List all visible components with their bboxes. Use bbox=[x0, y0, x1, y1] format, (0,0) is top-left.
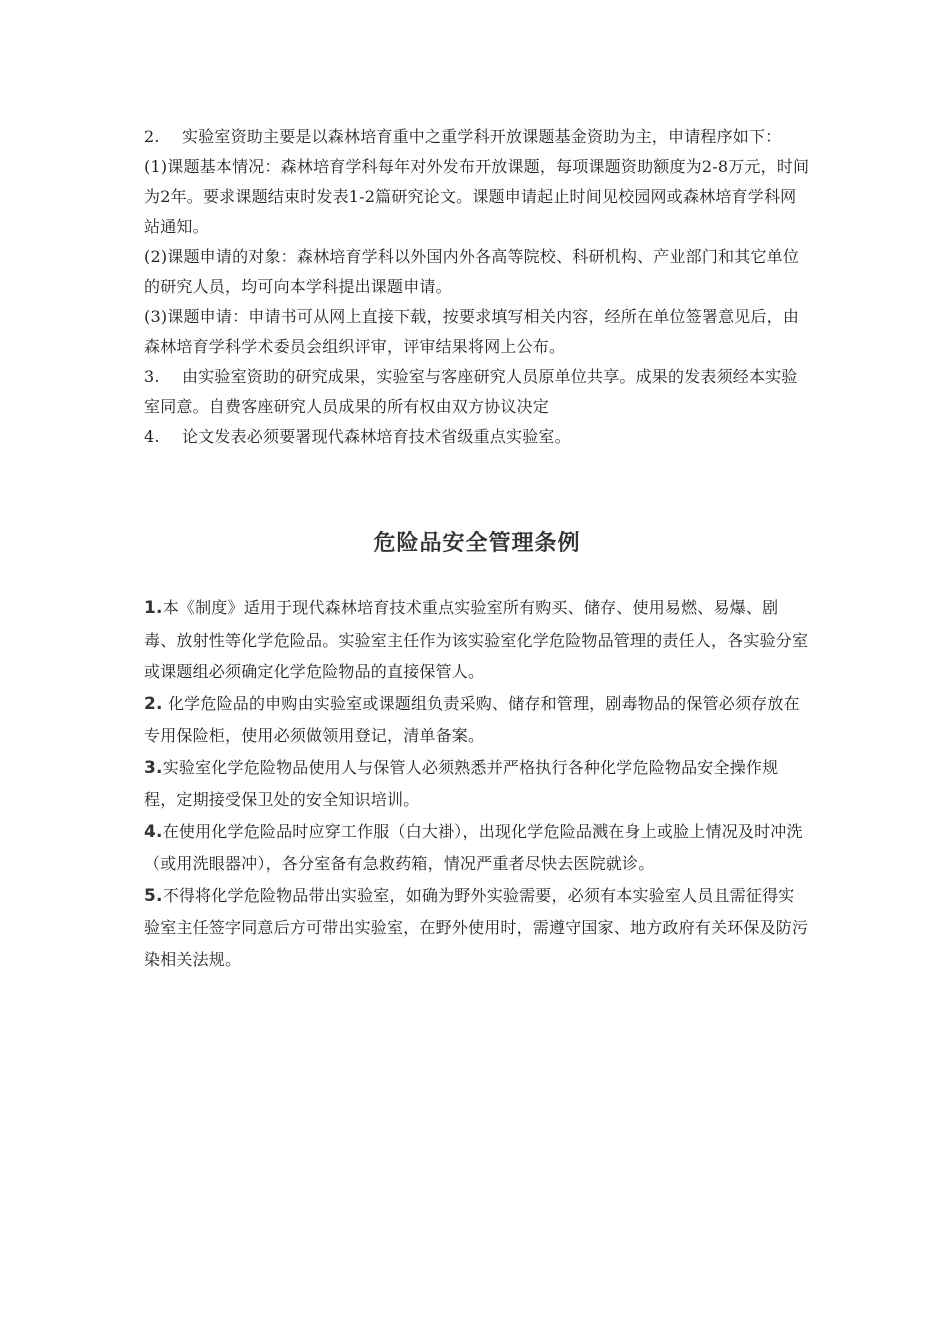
rule-number: 2. bbox=[144, 693, 163, 714]
rule-text: 不得将化学危险物品带出实验室，如确为野外实验需要，必须有本实验室人员且需征得实验室主任签字同意后方可带出实验室，在野外使用时，需遵守国家、地方政府有关环保及防污染相关法规。 bbox=[144, 885, 809, 969]
rule-item-1 bbox=[144, 592, 810, 688]
item-number: 2. bbox=[144, 127, 160, 146]
rule-number: 1. bbox=[144, 598, 163, 618]
funding-item-3 bbox=[144, 362, 810, 422]
section-title: 危险品安全管理条例 bbox=[373, 531, 581, 556]
rule-text: 实验室化学危险物品使用人与保管人必须熟悉并严格执行各种化学危险物品安全操作规程，定期接受保卫处的安全知识培训。 bbox=[144, 757, 779, 809]
funding-subitem-1 bbox=[144, 152, 810, 242]
funding-section bbox=[144, 122, 810, 452]
item-text: 由实验室资助的研究成果，实验室与客座研究人员原单位共享。成果的发表须经本实验室同意。自费客座研究人员成果的所有权由双方协议决定 bbox=[144, 367, 798, 416]
rule-item-2 bbox=[144, 688, 810, 752]
item-text: 实验室资助主要是以森林培育重中之重学科开放课题基金资助为主，申请程序如下： bbox=[182, 127, 782, 146]
funding-subitem-3 bbox=[144, 302, 810, 362]
rule-number: 5. bbox=[144, 885, 163, 906]
rule-text: 化学危险品的申购由实验室或课题组负责采购、储存和管理，剧毒物品的保管必须存放在专用保险柜，使用必须做领用登记，清单备案。 bbox=[144, 693, 800, 745]
item-number: 4. bbox=[144, 427, 160, 446]
item-number: 3. bbox=[144, 367, 160, 386]
rule-text: 本《制度》适用于现代森林培育技术重点实验室所有购买、储存、使用易燃、易爆、剧毒、放射性等化学危险品。实验室主任作为该实验室化学危险物品管理的责任人，各实验分室或课题组必须确定化学危险物品的直接保管人。 bbox=[144, 598, 809, 681]
hazard-section bbox=[144, 528, 810, 975]
rule-item-3 bbox=[144, 752, 810, 816]
funding-item-2 bbox=[144, 122, 810, 152]
rule-item-5 bbox=[144, 880, 810, 976]
item-text: (1)课题基本情况：森林培育学科每年对外发布开放课题，每项课题资助额度为2-8万元，时间为2年。要求课题结束时发表1-2篇研究论文。课题申请起止时间见校园网或森林培育学科网站通知。 bbox=[144, 157, 810, 236]
rule-number: 3. bbox=[144, 757, 163, 778]
item-text: (3)课题申请：申请书可从网上直接下载，按要求填写相关内容，经所在单位签署意见后，由森林培育学科学术委员会组织评审，评审结果将网上公布。 bbox=[144, 307, 800, 356]
document-page bbox=[144, 122, 810, 975]
rule-item-4 bbox=[144, 816, 810, 880]
funding-item-4 bbox=[144, 422, 810, 452]
item-text: (2)课题申请的对象：森林培育学科以外国内外各高等院校、科研机构、产业部门和其它单位的研究人员，均可向本学科提出课题申请。 bbox=[144, 247, 800, 296]
funding-subitem-2 bbox=[144, 242, 810, 302]
rule-number: 4. bbox=[144, 821, 163, 842]
item-text: 论文发表必须要署现代森林培育技术省级重点实验室。 bbox=[182, 427, 571, 446]
rule-text: 在使用化学危险品时应穿工作服（白大褂），出现化学危险品溅在身上或脸上情况及时冲洗（或用洗眼器冲），各分室备有急救药箱，情况严重者尽快去医院就诊。 bbox=[144, 821, 803, 873]
